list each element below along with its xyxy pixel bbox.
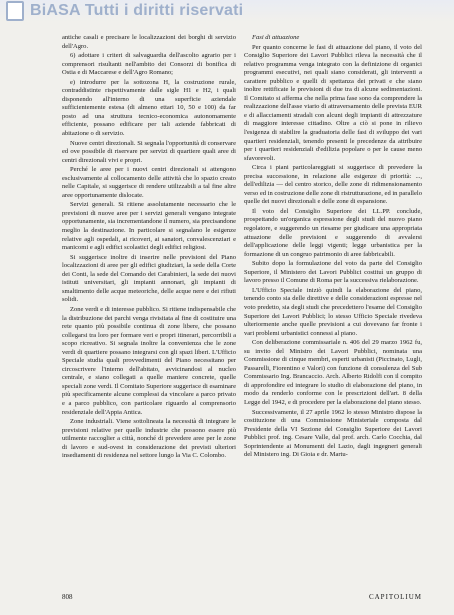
running-title: CAPITOLIUM bbox=[368, 593, 422, 601]
paragraph: Successivamente, il 27 aprile 1962 lo stesso Ministro dispose la costituzione di una Commissione Ministeriale composta dal Presidente della VI Sezione del Consiglio Superiore dei Lavori Pubblici prof. ing. Cesare Valle, dal prof. arch. Carlo Cocchia, dal Soprintendente ai Monumenti del Lazio, dagli ingegneri generali del Ministero ing. Di Gioia e dr. Martu- bbox=[244, 408, 422, 459]
paragraph: Circa i piani particolareggiati si suggerisce di prevedere la precisa successione, in relazione alle esigenze di priorità: ..., dell'edilizia — del centro storico, delle zone di ridimensionamento verso ed in costruzione delle zone di ristrutturazione, ed in parallelo quelle dei nuovi direzionali e delle zone di espansione. bbox=[244, 164, 422, 206]
page-footer bbox=[62, 593, 422, 603]
right-column bbox=[244, 34, 422, 461]
watermark-banner bbox=[0, 0, 454, 22]
paragraph: e) introdurre per la sottozona H, la costruzione rurale, contraddistinte rispettivamente dalle sigle H1 e H2, i quali disponendo all'interno di una superficie aziendale sufficientemente estesa (di almeno ettari 10, 50 e 100) da far posto ad una struttura tecnico-economica autonomamente efficiente, possano edificare per tali aziende fabbricati di abitazione o di servizio. bbox=[62, 78, 236, 138]
left-column bbox=[62, 34, 236, 462]
biasa-logo-icon bbox=[6, 1, 24, 21]
paragraph: Servizi generali. Si ritiene assolutamente necessario che le previsioni di nuove aree per i servizi generali vengano integrate opportunamente, sia incrementandone il numero, sia precisandone meglio la destinazione. In particolare si segnalano le esigenze relative agli ospedali, ai ricoveri, ai sanatori, convalescenziari e manicomi e agli edifici scolastici degli edifici religiosi. bbox=[62, 201, 236, 252]
paragraph: Si suggerisce inoltre di inserire nelle previsioni del Piano localizzazioni di aree per gli edifici giudiziari, la sede della Corte dei Conti, la sede del Comando dei Carabinieri, la sede dei nuovi istituti universitari, gli impianti annonari, gli impianti di smaltimento delle acque meteoriche, delle acque nere e dei rifiuti solidi. bbox=[62, 253, 236, 304]
paragraph: Subito dopo la formulazione del voto da parte del Consiglio Superiore, il Ministero dei Lavori Pubblici costituì un gruppo di lavoro presso il Comune di Roma per la successiva rielaborazione. bbox=[244, 260, 422, 285]
paragraph: Perché le aree per i nuovi centri direzionali si attengono esclusivamente al collocamento delle attività che lo spazio creato nelle Capitale, si suggerisce di rendere utilizzabili a tal fine altre aree opportunamente dislocate. bbox=[62, 166, 236, 199]
paragraph: L'Ufficio Speciale iniziò quindi la elaborazione del piano, tenendo conto sia delle direttive e delle considerazioni espresse nel voto predetto, sia degli studi che precedettero l'esame del Consiglio Superiore dei Lavori Pubblici; lo stesso Ufficio Speciale rivedeva ulteriormente anche quelle previsioni a cui dovevano far fronte i vari problemi urbanistici connessi al piano. bbox=[244, 286, 422, 337]
paragraph: Il voto del Consiglio Superiore dei LL.PP. conclude, prospettando un'organica espressione degli studi del nuovo piano regolatore, e suggerendo un riesame per giudicare una appropriata attuazione delle previsioni e suggerendo di avvalersi dell'applicazione delle leggi vigenti; legge urbanistica per la formazione di un congruo patrimonio di aree fabbricabili. bbox=[244, 207, 422, 258]
paragraph: Nuove centri direzionali. Si segnala l'opportunità di conservare ed ove possibile di riservare per servizi di quartiere quali aree di centri direzionali vivi e propri. bbox=[62, 139, 236, 164]
section-title: Fasi di attuazione bbox=[252, 34, 300, 41]
paragraph: Zone verdi e di interesse pubblico. Si ritiene indispensabile che la distribuzione dei parchi venga rivisitata al fine di costituire una rete quanto più possibile continua di zone libere, che possano collegarsi tra loro per formare veri e propri itinerari, percorribili a scopo ricreativo. Si segnala inoltre la convenienza che le zone verdi di quartiere possano integrarsi con gli spazi liberi. L'Ufficio Speciale studia quali provvedimenti del Piano necessitano per circoscrivere l'interno dell'abitato, avvicinandosi al nucleo centrale, e siano collegati a quelle maniere concrete, quelle speciali zone verdi. Il Comitato Superiore suggerisce di esaminare più specificamente alcune complessi da vincolare a parco privato e a parco pubblico, con particolare riguardo al comprensorio residenziale dell'Appia Antica. bbox=[62, 305, 236, 416]
watermark-text: BiASA Tutti i diritti riservati bbox=[30, 2, 244, 19]
page-number: 808 bbox=[62, 593, 73, 601]
paragraph: Con deliberazione commissariale n. 406 del 29 marzo 1962 fu, su invito del Ministro dei Lavori Pubblici, nominata una Commissione di cinque membri, esperti urbanisti (Piccinato, Lugli, Passarelli, Fiorentino e Valori) con funzione di consulenza del Sub Commissario Ing. Brancaccio. Arch. Alberto Ridolfi con il compito di approfondire ed integrare lo studio di elaborazione del piano, in modo da renderlo conforme con le prescrizioni dell'art. 8 della Legge del 1942, e di procedere per la elaborazione del piano stesso. bbox=[244, 339, 422, 406]
paragraph: Per quanto concerne le fasi di attuazione del piano, il voto del Consiglio Superiore dei Lavori Pubblici rileva la necessità che il relativo programma venga integrato con la definizione di organici programmi esecutivi, nei quali siano considerati, gli interventi a carattere pubblico e quelli di spettanza dei privati e che siano inoltre rettificate le previsioni di due tra di alcune sedimentazioni. Il Comitato si afferma che nella prima fase sono da comprendere la realizzazione dell'asse viario di attraversamento delle prevista EUR e di allacciamenti stradali con alcuni degli impianti di attrezzature di maggiore interesse cittadino. Oltre a ciò si pone in rilievo l'esigenza di stabilire la graduatoria delle fasi di sviluppo dei vari quartieri residenziali, tenendo presenti le precedenze da attribuire per i quartieri residenziali d'edilizia popolare o per le cause meno sfavorevoli. bbox=[244, 43, 422, 162]
paragraph: antiche casali e precisare le localizzazioni dei borghi di servizio dell'Agro. bbox=[62, 34, 236, 50]
paragraph: 6) adottare i criteri di salvaguardia dell'ascolto agrario per i comprensori risultanti nell'ambito dei Consorzi di bonifica di Ostia e di Maccarese e dell'Agro Romano; bbox=[62, 52, 236, 77]
paragraph: Zone industriali. Viene sottolineata la necessità di integrare le previsioni relative per quelle industrie che possono essere più utilmente raccoglier a città, nonché di prevedere aree per le zone di lavoro e sud-ovest in considerazione dei previsti ulteriori insediamenti di residenza nel settore lungo la Via C. Colombo. bbox=[62, 418, 236, 460]
